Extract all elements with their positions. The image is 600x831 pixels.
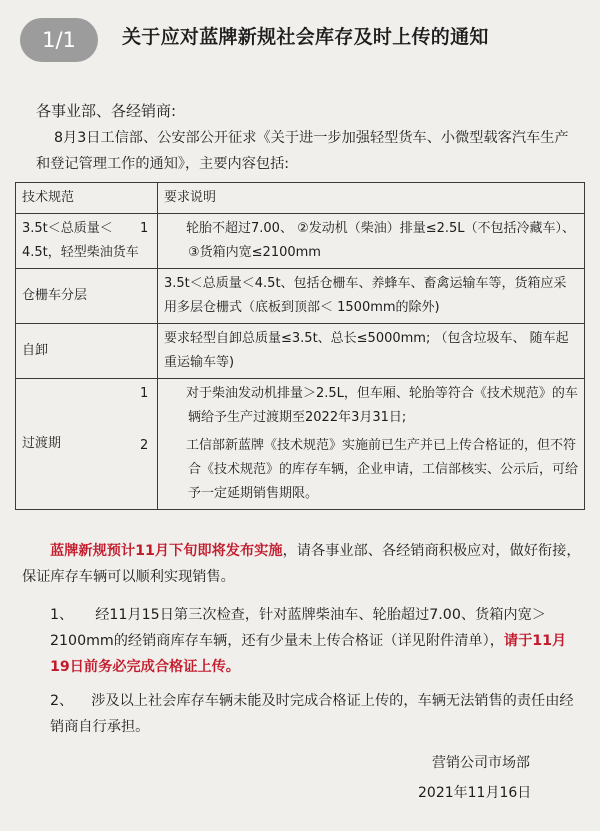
requirement-text: 工信部新蓝牌《技术规范》实施前已生产并已上传合格证的，但不符合《技术规范》的库存车辆，企业申请，工信部核实、公示后，可给予一定延期销售期限。 — [186, 438, 579, 501]
item-number: 1、 — [50, 607, 74, 623]
table-row — [16, 214, 585, 269]
column-header-spec: 技术规范 — [16, 183, 158, 214]
item-number: 2、 — [50, 693, 74, 709]
notice-text: ，请各事业部、各经销商积极应对，做好衔接，保证库存车辆可以顺利实现销售。 — [22, 543, 581, 585]
highlight-text: 蓝牌新规预计11月下旬即将发布实施 — [50, 543, 283, 559]
greeting: 各事业部、各经销商: — [36, 102, 177, 120]
requirement-text: 轮胎不超过7.00、 ②发动机（柴油）排量≤2.5L（不包括冷藏车）、③货箱内宽≤2100mm — [186, 221, 576, 260]
table-row — [16, 269, 585, 324]
item-number: 2 — [140, 438, 149, 453]
intro-paragraph: 8月3日工信部、公安部公开征求《关于进一步加强轻型货车、小微型载客汽车生产和登记管理工作的通知》，主要内容包括: — [36, 130, 569, 172]
requirement-cell — [140, 214, 585, 269]
table-row — [16, 379, 585, 510]
spec-cell: 自卸 — [16, 324, 158, 379]
spec-cell: 过渡期 — [16, 379, 158, 510]
notice-text: 经11月15日第三次检查，针对蓝牌柴油车、轮胎超过7.00、货箱内宽＞2100mm的经销商库存车辆，还有少量未上传合格证（详见附件清单）， — [50, 607, 546, 649]
notice-item-1 — [22, 602, 582, 680]
column-header-requirement: 要求说明 — [158, 183, 585, 214]
item-number: 1 — [140, 386, 149, 401]
signature-department: 营销公司市场部 — [432, 755, 530, 771]
notice-item-2 — [22, 688, 582, 740]
item-number: 1 — [140, 221, 149, 236]
spec-cell: 3.5t＜总质量＜4.5t，轻型柴油货车 — [16, 214, 158, 269]
signature-date: 2021年11月16日 — [418, 785, 532, 801]
table-row — [16, 324, 585, 379]
table-header-row — [16, 183, 585, 214]
requirement-cell — [140, 379, 585, 510]
notice-text: 涉及以上社会库存车辆未能及时完成合格证上传的，车辆无法销售的责任由经销商自行承担。 — [50, 693, 574, 735]
notice-paragraph — [22, 538, 582, 590]
document-title: 关于应对蓝牌新规社会库存及时上传的通知 — [122, 26, 489, 48]
requirement-cell: 要求轻型自卸总质量≤3.5t、总长≤5000mm; （包含垃圾车、 随车起重运输车等) — [158, 324, 585, 379]
page-indicator[interactable]: 1/1 — [20, 18, 98, 62]
requirement-text: 对于柴油发动机排量＞2.5L，但车厢、轮胎等符合《技术规范》的车辆给予生产过渡期至2022年3月31日; — [186, 386, 578, 425]
requirement-cell: 3.5t＜总质量＜4.5t、包括仓栅车、养蜂车、畜禽运输车等，货箱应采用多层仓栅式（底板到顶部＜ 1500mm的除外) — [158, 269, 585, 324]
spec-cell: 仓栅车分层 — [16, 269, 158, 324]
top-bar — [0, 0, 600, 82]
highlight-text: 请于11月19日前务必完成合格证上传。 — [50, 633, 567, 675]
spec-table — [15, 182, 585, 510]
